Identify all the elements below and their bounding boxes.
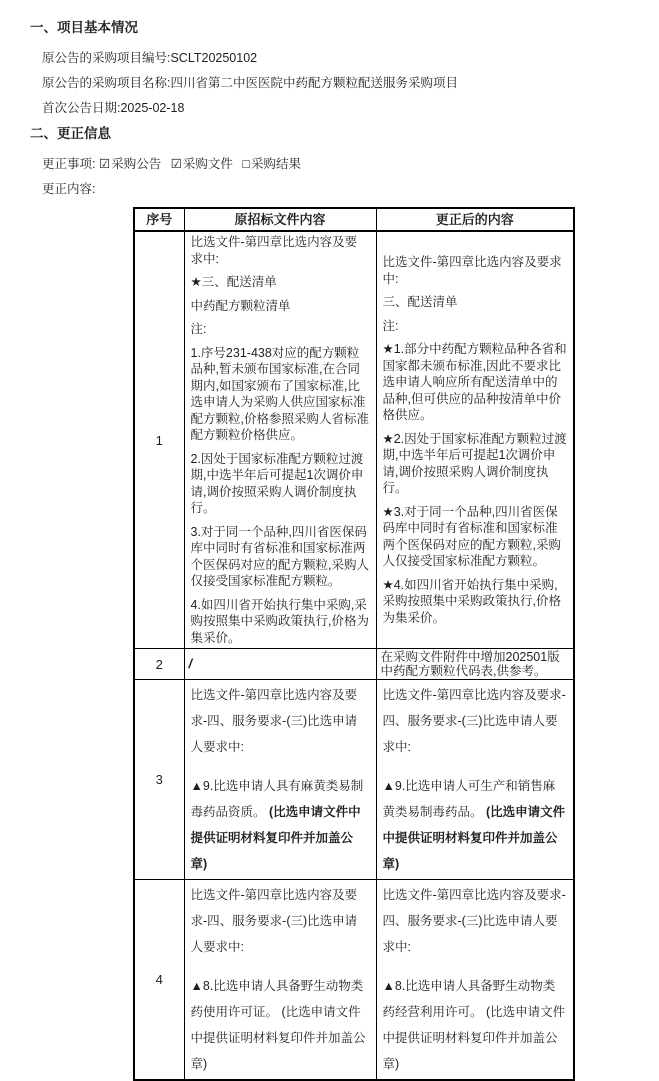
- paragraph: 注:: [382, 318, 399, 333]
- correction-content-label: 更正内容:: [42, 182, 96, 196]
- checkbox-item-procurement-result: [242, 157, 301, 171]
- paragraph: 中药配方颗粒清单: [190, 298, 291, 313]
- requirement-text: ▲8.比选申请人具备野生动物类药使用许可证。: [190, 979, 364, 1019]
- original-content-cell: [184, 231, 376, 649]
- section2-heading: 二、更正信息: [30, 126, 111, 141]
- updated-content-cell: [376, 649, 574, 680]
- checkbox-item-procurement-document: [171, 157, 233, 171]
- paragraph: [383, 973, 568, 1077]
- paragraph: 三、配送清单: [382, 295, 458, 309]
- paragraph: 1.序号231-438对应的配方颗粒品种,暂未颁布国家标准,在合同期内,如国家颁布了国家标准,比选申请人为采购人供应国家标准配方颗粒,价格参照采购人省标准配方颗粒价格供应。: [190, 345, 369, 442]
- paragraph: 2.因处于国家标准配方颗粒过渡期,中选半年后可提起1次调价申请,调价按照采购人调价制度执行。: [190, 451, 364, 515]
- requirement-note: (比选申请文件中提供证明材料复印件并加盖公章): [382, 1005, 566, 1071]
- checkbox-item-procurement-announcement: [99, 157, 161, 171]
- col-header-index: 序号: [134, 208, 184, 231]
- row-index-cell: 4: [134, 880, 184, 1081]
- col-header-original-content: 原招标文件内容: [184, 208, 376, 231]
- slash-placeholder: /: [188, 656, 193, 671]
- correction-items-label: 更正事项:: [42, 157, 96, 171]
- updated-content-cell: [376, 880, 574, 1081]
- project-name-line: 原公告的采购项目名称:四川省第二中医医院中药配方颗粒配送服务采购项目: [42, 76, 458, 90]
- project-number-line: 原公告的采购项目编号:SCLT20250102: [42, 51, 258, 65]
- table-row: [134, 649, 574, 680]
- paragraph: 注:: [190, 322, 207, 336]
- requirement-note-bold: (比选申请文件中提供证明材料复印件并加盖公章): [382, 805, 566, 871]
- paragraph: ★三、配送清单: [190, 275, 277, 289]
- requirement-text: ▲9.比选申请人可生产和销售麻黄类易制毒药品。: [382, 779, 556, 819]
- checkbox-label: 采购文件: [182, 157, 233, 171]
- requirement-text: ▲8.比选申请人具备野生动物类药经营利用许可。: [382, 979, 556, 1019]
- updated-content-cell: [376, 231, 574, 649]
- paragraph: ★1.部分中药配方颗粒品种各省和国家都未颁布标准,因此不要求比选申请人响应所有配送清单中的品种,但可供应的品种按清单中价格供应。: [382, 342, 567, 422]
- paragraph: ★3.对于同一个品种,四川省医保码库中同时有省标准和国家标准两个医保码对应的配方颗粒,采购人仅接受国家标准配方颗粒。: [382, 504, 561, 568]
- requirement-note-bold: (比选申请文件中提供证明材料复印件并加盖公章): [190, 805, 361, 871]
- paragraph: [189, 657, 372, 671]
- paragraph: 比选文件-第四章比选内容及要求-四、服务要求-(三)比选申请人要求中:: [190, 688, 358, 754]
- updated-content-cell: [376, 680, 574, 880]
- checkbox-unchecked-icon: □: [242, 157, 250, 171]
- row-index-cell: 2: [134, 649, 184, 680]
- paragraph: [191, 973, 370, 1077]
- table-row: [134, 680, 574, 880]
- col-header-updated-content: 更正后的内容: [376, 208, 574, 231]
- requirement-text: ▲9.比选申请人具有麻黄类易制毒药品资质。: [190, 779, 364, 819]
- requirement-note: (比选申请文件中提供证明材料复印件并加盖公章): [190, 1005, 366, 1071]
- table-header-row: [134, 208, 574, 231]
- paragraph: 3.对于同一个品种,四川省医保码库中同时有省标准和国家标准两个医保码对应的配方颗粒,采购人仅接受国家标准配方颗粒。: [190, 524, 369, 588]
- paragraph: ★4.如四川省开始执行集中采购,采购按照集中采购政策执行,价格为集采价。: [382, 577, 561, 625]
- checkbox-checked-icon: ☑: [170, 157, 182, 171]
- correction-items-line: [42, 157, 659, 171]
- table-row: [134, 231, 574, 649]
- paragraph: 比选文件-第四章比选内容及要求中:: [382, 255, 562, 286]
- original-content-cell: [184, 649, 376, 680]
- paragraph: 4.如四川省开始执行集中采购,采购按照集中采购政策执行,价格为集采价。: [190, 597, 369, 645]
- paragraph: ★2.因处于国家标准配方颗粒过渡期,中选半年后可提起1次调价申请,调价按照采购人调价制度执行。: [382, 431, 567, 495]
- section1-heading: 一、项目基本情况: [30, 20, 138, 35]
- checkbox-label: 采购结果: [250, 157, 301, 171]
- paragraph: 在采购文件附件中增加202501版中药配方颗粒代码表,供参考。: [380, 650, 560, 678]
- row-index-cell: 1: [134, 231, 184, 649]
- original-content-cell: [184, 880, 376, 1081]
- original-content-cell: [184, 680, 376, 880]
- paragraph: 比选文件-第四章比选内容及要求-四、服务要求-(三)比选申请人要求中:: [382, 688, 566, 754]
- correction-table: [133, 207, 575, 1081]
- checkbox-label: 采购公告: [111, 157, 162, 171]
- paragraph: 比选文件-第四章比选内容及要求-四、服务要求-(三)比选申请人要求中:: [382, 888, 566, 954]
- paragraph: 比选文件-第四章比选内容及要求中:: [190, 235, 358, 266]
- checkbox-checked-icon: ☑: [98, 157, 111, 171]
- table-row: [134, 880, 574, 1081]
- paragraph: [191, 773, 370, 877]
- paragraph: 比选文件-第四章比选内容及要求-四、服务要求-(三)比选申请人要求中:: [190, 888, 358, 954]
- row-index-cell: 3: [134, 680, 184, 880]
- paragraph: [383, 773, 568, 877]
- first-announce-date-line: 首次公告日期:2025-02-18: [42, 101, 185, 115]
